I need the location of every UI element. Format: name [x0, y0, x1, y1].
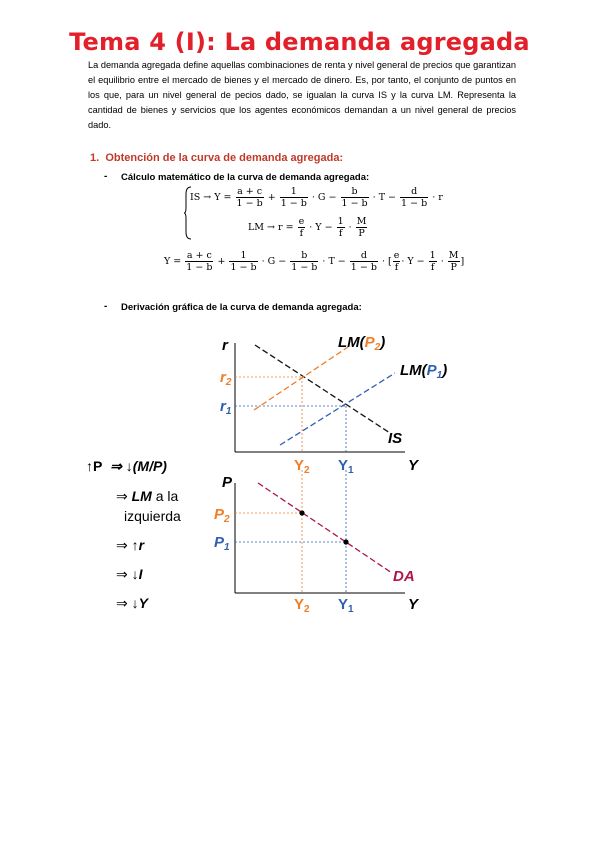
r1-label: $r_1$	[220, 398, 232, 417]
top-x-label: Y	[408, 457, 419, 474]
y2-label-bottom: $Y_2$	[294, 596, 310, 615]
reasoning-line-3: izquierda	[124, 508, 181, 524]
da-equation: Y = $\frac{a + c}{1 - b}$ + $\frac{1}{1 - b}$ · G − $\frac{b}{1 - b}$ · T − $\frac{d}{1 - b}$ · [ $\frac{e}{f}$ · Y − $\frac{1}{f}$ · $\frac{M}{P}$ ]	[164, 250, 465, 273]
is-equation: IS → Y = $\frac{a + c}{1 - b}$ + $\frac{1}{1 - b}$ · G − $\frac{b}{1 - b}$ · T − $\frac{d}{1 - b}$ · r	[190, 186, 443, 209]
top-y-label: r	[222, 337, 228, 354]
section-number: 1.	[90, 152, 100, 164]
reasoning-line-1: ↑P ⇒ ↓(M/P)	[86, 458, 167, 474]
reasoning-line-2: ⇒ LM a la	[116, 488, 179, 504]
is-curve	[255, 345, 390, 433]
y2-label-top: $Y_2$	[294, 457, 310, 476]
lm-equation: LM → r = $\frac{e}{f}$ · Y − $\frac{1}{f}$ · $\frac{M}{P}$	[248, 216, 367, 239]
p1-label: $P_1$	[214, 534, 230, 553]
bullet-graph: Derivación gráfica de la curva de demanda agregada:	[121, 302, 362, 313]
da-point-1	[343, 539, 348, 544]
bullet-dash: -	[104, 301, 108, 312]
is-label: IS	[388, 430, 403, 447]
page-title: Tema 4 (I): La demanda agregada	[69, 28, 530, 56]
y1-label-bottom: $Y_1$	[338, 596, 354, 615]
p2-label: $P_2$	[214, 506, 230, 525]
bottom-x-label: Y	[408, 596, 419, 613]
reasoning-line-4: ⇒ ↑r	[116, 537, 145, 553]
reasoning-line-6: ⇒ ↓Y	[116, 595, 148, 611]
bullet-dash: -	[104, 171, 108, 182]
da-curve	[258, 483, 392, 573]
lm1-curve	[280, 373, 395, 445]
lm2-curve	[254, 347, 348, 410]
r2-label: $r_2$	[220, 369, 232, 388]
section-heading	[90, 152, 343, 164]
da-label: DA	[393, 568, 415, 585]
is-lm-da-diagram	[210, 325, 448, 625]
y1-label-top: $Y_1$	[338, 457, 354, 476]
bottom-y-label: P	[222, 474, 233, 491]
lm1-label: $LM(P_1)$	[400, 362, 448, 381]
reasoning-line-5: ⇒ ↓I	[116, 566, 143, 582]
da-point-2	[299, 510, 304, 515]
lm2-label: $LM(P_2)$	[338, 334, 386, 353]
intro-paragraph: La demanda agregada define aquellas combinaciones de renta y nivel general de precios que garantizan el equilibrio entre el mercado de bienes y el mercado de dinero. Es, por tanto, el conjunto de puntos en los que, para un nivel general de pecios dado, se igualan la curva IS y la curva LM. Representa la cantidad de bienes y servicios que los agentes económicos demandan a un nivel general de precios dado.	[88, 60, 516, 130]
bullet-math: Cálculo matemático de la curva de demanda agregada:	[121, 172, 370, 183]
section-title: Obtención de la curva de demanda agregada:	[105, 152, 344, 164]
